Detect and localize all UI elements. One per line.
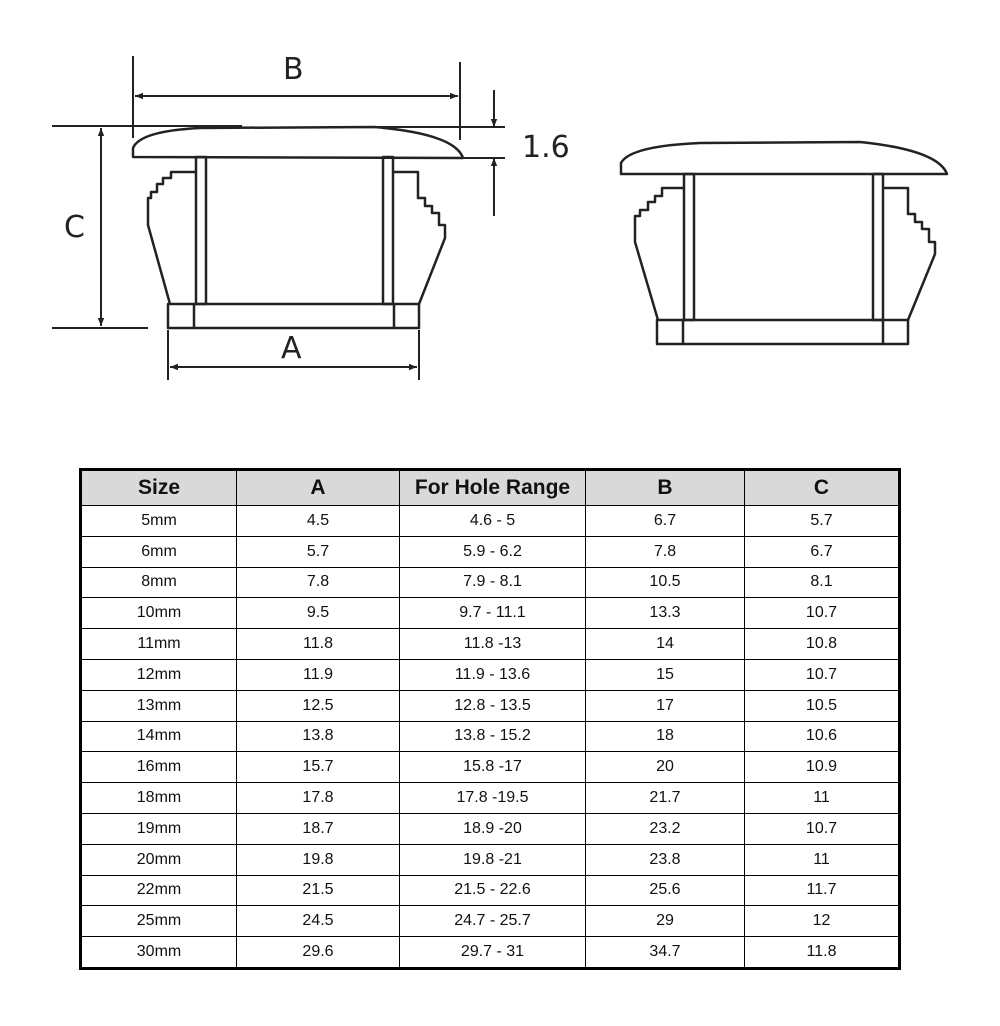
cell-a: 15.7: [237, 752, 400, 783]
cell-size: 6mm: [82, 536, 237, 567]
plug-left-drawing: [133, 127, 463, 328]
cell-c: 11: [745, 783, 899, 814]
column-header-c: C: [745, 471, 899, 506]
cell-c: 11.7: [745, 875, 899, 906]
cell-c: 10.7: [745, 659, 899, 690]
table-row: [82, 875, 899, 906]
cell-hole-range: 13.8 - 15.2: [400, 721, 586, 752]
cell-hole-range: 21.5 - 22.6: [400, 875, 586, 906]
cell-size: 20mm: [82, 844, 237, 875]
cell-a: 29.6: [237, 937, 400, 968]
column-header-size: Size: [82, 471, 237, 506]
cell-hole-range: 9.7 - 11.1: [400, 598, 586, 629]
cell-c: 11.8: [745, 937, 899, 968]
cell-size: 14mm: [82, 721, 237, 752]
cell-size: 13mm: [82, 690, 237, 721]
cell-a: 17.8: [237, 783, 400, 814]
table-row: [82, 629, 899, 660]
cell-size: 5mm: [82, 506, 237, 537]
cell-size: 12mm: [82, 659, 237, 690]
cell-c: 11: [745, 844, 899, 875]
table-row: [82, 937, 899, 968]
cell-a: 24.5: [237, 906, 400, 937]
plug-left-cap: [133, 127, 463, 158]
cell-b: 29: [586, 906, 745, 937]
cell-hole-range: 7.9 - 8.1: [400, 567, 586, 598]
table-row: [82, 567, 899, 598]
cell-c: 6.7: [745, 536, 899, 567]
column-header-hole-range: For Hole Range: [400, 471, 586, 506]
plug-right-cap: [621, 142, 947, 174]
cell-b: 34.7: [586, 937, 745, 968]
dimension-b-label: B: [283, 52, 304, 87]
cell-a: 12.5: [237, 690, 400, 721]
cell-size: 30mm: [82, 937, 237, 968]
cell-hole-range: 29.7 - 31: [400, 937, 586, 968]
cell-hole-range: 24.7 - 25.7: [400, 906, 586, 937]
cell-hole-range: 15.8 -17: [400, 752, 586, 783]
dimension-c-label: C: [64, 210, 85, 245]
cell-hole-range: 11.9 - 13.6: [400, 659, 586, 690]
plug-left-post-right: [383, 157, 393, 304]
cell-b: 21.7: [586, 783, 745, 814]
cell-a: 21.5: [237, 875, 400, 906]
cell-hole-range: 11.8 -13: [400, 629, 586, 660]
cell-c: 10.5: [745, 690, 899, 721]
cell-c: 10.8: [745, 629, 899, 660]
plug-right-drawing: [621, 142, 947, 344]
cell-size: 25mm: [82, 906, 237, 937]
cell-size: 18mm: [82, 783, 237, 814]
specification-table: [81, 470, 899, 968]
cell-hole-range: 19.8 -21: [400, 844, 586, 875]
cell-b: 7.8: [586, 536, 745, 567]
cell-b: 18: [586, 721, 745, 752]
table-row: [82, 752, 899, 783]
table-row: [82, 813, 899, 844]
cell-b: 20: [586, 752, 745, 783]
specification-table-container: [81, 470, 898, 968]
cell-c: 10.9: [745, 752, 899, 783]
cell-b: 15: [586, 659, 745, 690]
table-row: [82, 721, 899, 752]
cell-b: 23.2: [586, 813, 745, 844]
cell-hole-range: 18.9 -20: [400, 813, 586, 844]
cell-b: 10.5: [586, 567, 745, 598]
table-row: [82, 659, 899, 690]
table-row: [82, 536, 899, 567]
cell-b: 23.8: [586, 844, 745, 875]
dimension-thickness-label: 1.6: [522, 130, 570, 165]
plug-right-leg-right: [883, 188, 935, 320]
plug-left-post-left: [196, 157, 206, 304]
cell-c: 5.7: [745, 506, 899, 537]
cell-c: 10.6: [745, 721, 899, 752]
table-row: [82, 506, 899, 537]
table-row: [82, 844, 899, 875]
dimension-lines: [52, 56, 505, 380]
cell-size: 19mm: [82, 813, 237, 844]
cell-c: 10.7: [745, 598, 899, 629]
table-row: [82, 690, 899, 721]
dimension-a-label: A: [281, 331, 302, 366]
cell-a: 19.8: [237, 844, 400, 875]
plug-left-leg-right: [393, 172, 445, 304]
cell-size: 11mm: [82, 629, 237, 660]
cell-c: 8.1: [745, 567, 899, 598]
hole-plug-diagram: [0, 0, 1000, 460]
cell-c: 10.7: [745, 813, 899, 844]
cell-size: 10mm: [82, 598, 237, 629]
cell-a: 11.9: [237, 659, 400, 690]
plug-left-leg-left: [148, 172, 196, 304]
cell-size: 22mm: [82, 875, 237, 906]
table-row: [82, 783, 899, 814]
cell-a: 13.8: [237, 721, 400, 752]
cell-hole-range: 5.9 - 6.2: [400, 536, 586, 567]
plug-left-base: [168, 304, 419, 328]
cell-a: 5.7: [237, 536, 400, 567]
plug-right-leg-left: [635, 188, 684, 320]
plug-right-base: [657, 320, 908, 344]
table-header-row: [82, 471, 899, 506]
column-header-b: B: [586, 471, 745, 506]
cell-hole-range: 17.8 -19.5: [400, 783, 586, 814]
cell-hole-range: 12.8 - 13.5: [400, 690, 586, 721]
cell-a: 4.5: [237, 506, 400, 537]
cell-hole-range: 4.6 - 5: [400, 506, 586, 537]
cell-a: 7.8: [237, 567, 400, 598]
cell-b: 17: [586, 690, 745, 721]
table-row: [82, 906, 899, 937]
table-body: [82, 506, 899, 968]
table-row: [82, 598, 899, 629]
cell-b: 14: [586, 629, 745, 660]
cell-size: 16mm: [82, 752, 237, 783]
cell-b: 6.7: [586, 506, 745, 537]
cell-size: 8mm: [82, 567, 237, 598]
cell-a: 11.8: [237, 629, 400, 660]
plug-right-post-right: [873, 174, 883, 320]
cell-c: 12: [745, 906, 899, 937]
cell-a: 9.5: [237, 598, 400, 629]
cell-a: 18.7: [237, 813, 400, 844]
plug-right-post-left: [684, 174, 694, 320]
cell-b: 25.6: [586, 875, 745, 906]
cell-b: 13.3: [586, 598, 745, 629]
column-header-a: A: [237, 471, 400, 506]
